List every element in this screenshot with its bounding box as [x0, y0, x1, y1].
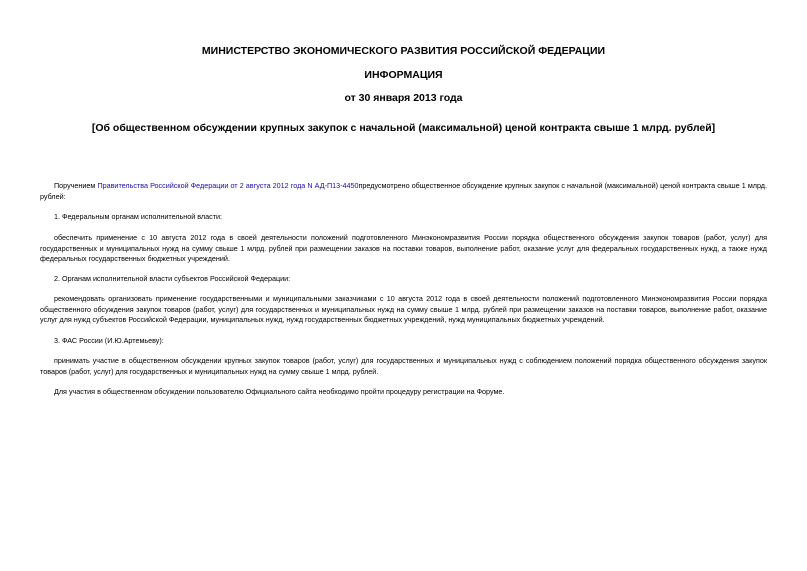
paragraph-regional-body	[40, 294, 767, 326]
paragraph-regional-body-text: рекомендовать организовать применение государственными и муниципальными заказчиками с 10 августа 2012 года в своей деятельности положений подготовленного Минэкономразвития России порядка общественного обсуждения закупок товаров (работ, услуг) для государственных и муниципальных нужд на сумму свыше 1 млрд. рублей при размещении заказов на поставки товаров, выполнение работ, оказание услуг для нужд субъектов Российской Федерации, муниципальных нужд, нужд государственных бюджетных учреждений, нужд муниципальных бюджетных учреждений.	[40, 294, 767, 324]
paragraph-regional-heading	[40, 274, 767, 285]
paragraph-fas-body	[40, 356, 767, 377]
paragraph-federal-body	[40, 233, 767, 265]
paragraph-federal-heading-text: 1. Федеральным органам исполнительной власти:	[54, 212, 222, 221]
paragraph-instruction-text	[40, 181, 767, 202]
paragraph-fas-body-text: принимать участие в общественном обсуждении крупных закупок товаров (работ, услуг) для государственных и муниципальных нужд с соблюдением положений порядка общественного обсуждения закупок товаров (работ, услуг) для государственных и муниципальных нужд на сумму свыше 1 млрд. рублей.	[40, 356, 767, 376]
document-subject: [Об общественном обсуждении крупных закупок с начальной (максимальной) ценой контракта свыше 1 млрд. рублей]	[91, 122, 716, 134]
paragraph-instruction	[40, 181, 767, 202]
paragraph-instruction-prefix: Поручением	[54, 181, 98, 190]
paragraph-federal-heading	[40, 212, 767, 223]
ministry-title: МИНИСТЕРСТВО ЭКОНОМИЧЕСКОГО РАЗВИТИЯ РОССИЙСКОЙ ФЕДЕРАЦИИ	[201, 45, 606, 57]
paragraph-instruction-suffix: предусмотрено общественное обсуждение крупных закупок с начальной (максимальной) ценой контракта свыше 1 млрд. рублей:	[40, 181, 767, 201]
paragraph-registration-text: Для участия в общественном обсуждении пользователю Официального сайта необходимо пройти процедуру регистрации на Форуме.	[54, 387, 505, 396]
paragraph-federal-body-text: обеспечить применение с 10 августа 2012 года в своей деятельности положений подготовленного Минэкономразвития России порядка общественного обсуждения закупок товаров (работ, услуг) для государственных и муниципальных нужд на сумму свыше 1 млрд. рублей при размещении заказов на поставки товаров, выполнение работ, оказание услуг для федеральных государственных нужд, а также нужд федеральных государственных бюджетных учреждений.	[40, 233, 767, 263]
government-order-link[interactable]: Правительства Российской Федерации от 2 августа 2012 года N АД-П13-4450	[97, 181, 359, 190]
document-date: от 30 января 2013 года	[344, 92, 463, 104]
paragraph-registration	[40, 387, 767, 398]
paragraph-fas-heading	[40, 336, 767, 347]
paragraph-regional-heading-text: 2. Органам исполнительной власти субъектов Российской Федерации:	[54, 274, 291, 283]
document-type: ИНФОРМАЦИЯ	[364, 69, 443, 81]
paragraph-fas-heading-text: 3. ФАС России (И.Ю.Артемьеву):	[54, 336, 164, 345]
